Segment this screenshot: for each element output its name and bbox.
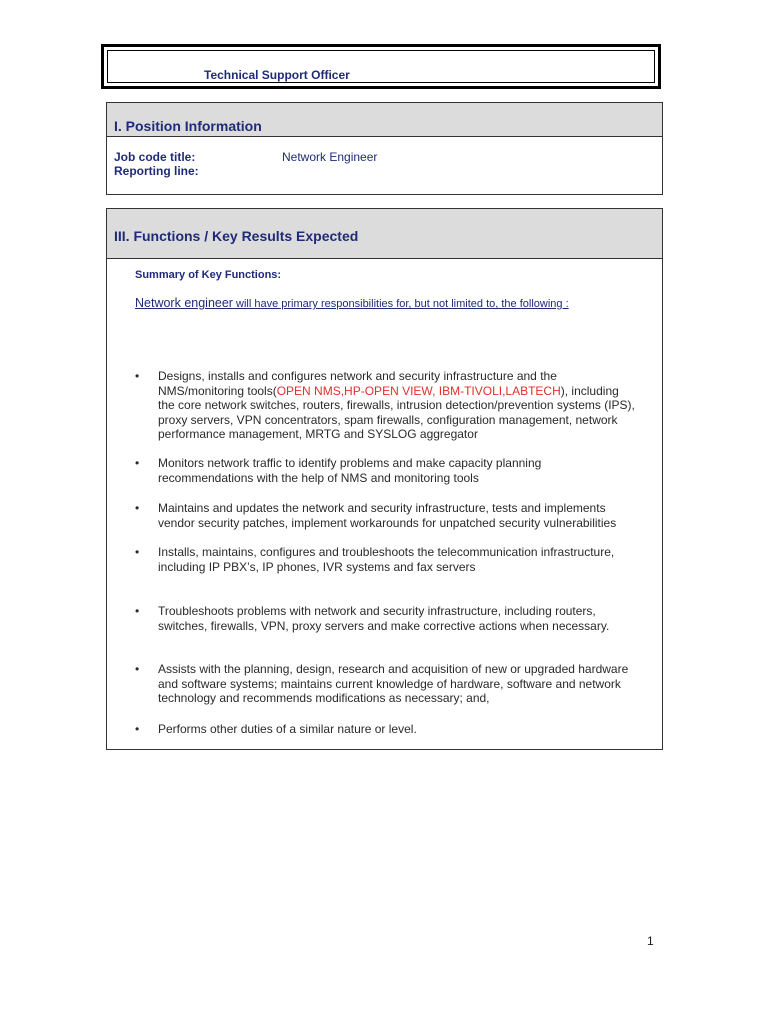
functions-key-results-section [106,208,663,750]
list-item [135,662,635,706]
list-item-text: Installs, maintains, configures and troubleshoots the telecommunication infrastructure, including IP PBX’s, IP phones, IVR systems and fax servers [158,545,615,574]
reporting-line-row [114,164,199,178]
list-item-text: Performs other duties of a similar nature or level. [158,722,417,736]
job-code-label: Job code title: [114,150,196,164]
responsibilities-intro [135,296,569,310]
section-heading-functions: III. Functions / Key Results Expected [107,209,662,259]
job-code-row [114,150,378,164]
list-item-text: Maintains and updates the network and security infrastructure, tests and implements vendor security patches, implement workarounds for unpatched security vulnerabilities [158,501,617,530]
summary-of-key-functions-label: Summary of Key Functions: [135,269,282,281]
list-item [135,722,635,737]
bullet-glyph: • [135,662,140,676]
job-code-value: Network Engineer [282,150,378,164]
bullet-glyph: • [135,722,140,736]
bullet-glyph: • [135,456,140,470]
document-title-box [101,44,661,89]
intro-rest: will have primary responsibilities for, but not limited to, the following : [232,298,569,310]
page-number: 1 [647,934,654,948]
title-box-inner-border [107,50,655,83]
monitoring-tools-highlight: OPEN NMS,HP-OPEN VIEW, IBM-TIVOLI,LABTECH [276,383,561,398]
list-item [135,604,635,633]
bullet-glyph: • [135,604,140,618]
intro-lead: Network engineer [135,296,233,310]
section-heading-position-information: I. Position Information [107,103,662,137]
bullet-glyph: • [135,501,140,515]
reporting-line-label: Reporting line: [114,164,199,178]
document-title: Technical Support Officer [204,68,350,82]
list-item-text: Assists with the planning, design, research and acquisition of new or upgraded hardware and software systems; maintains current knowledge of hardware, software and network technology and recommends modifications as necessary; and, [158,662,629,706]
list-item-text: Designs, installs and configures network and security infrastructure and the NMS/monitoring tools(OPEN NMS,HP-OPEN VIEW, IBM-TIVOLI,LABTECH), including the core network switches, routers, firewalls, intrusion detection/prevention systems (IPS), proxy servers, VPN concentrators, spam firewalls, configuration management, network performance management, MRTG and SYSLOG aggregator [158,369,635,442]
bullet-glyph: • [135,369,140,383]
list-item-text: Monitors network traffic to identify problems and make capacity planning recommendations with the help of NMS and monitoring tools [158,456,542,485]
list-item [135,545,635,574]
list-item [135,456,635,485]
list-item [135,501,635,530]
list-item-text: Troubleshoots problems with network and security infrastructure, including routers, switches, firewalls, VPN, proxy servers and make corrective actions when necessary. [158,604,610,633]
position-information-section [106,102,663,195]
bullet-glyph: • [135,545,140,559]
list-item [135,369,635,442]
